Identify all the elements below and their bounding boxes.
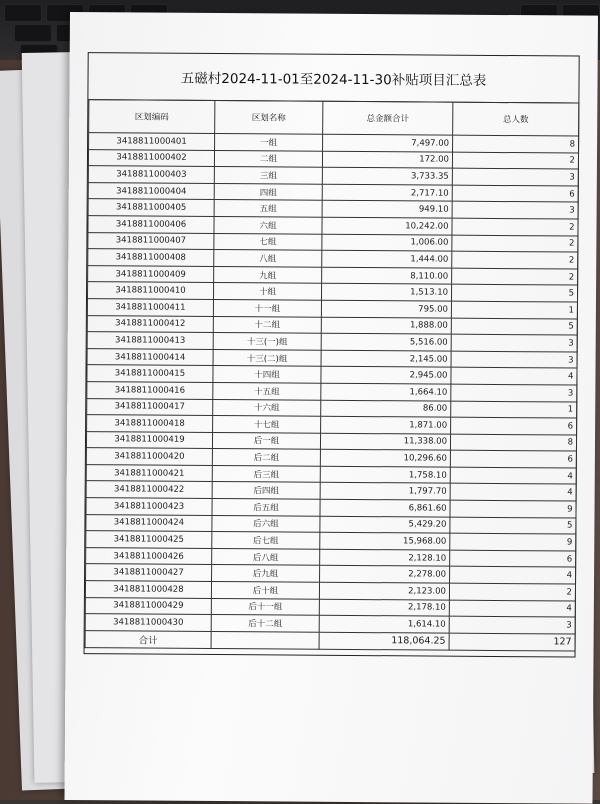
- row-name-cell: 后十二组: [211, 615, 319, 632]
- row-count-cell: 3: [451, 351, 577, 368]
- row-amount-cell: 1,664.10: [321, 383, 451, 401]
- row-amount-cell: 15,968.00: [320, 533, 450, 551]
- table-header-row: [89, 100, 579, 136]
- row-count-cell: 2: [452, 268, 578, 285]
- row-count-cell: 4: [450, 567, 576, 584]
- row-code-cell: 3418811000408: [88, 249, 214, 266]
- row-code-cell: 3418811000412: [87, 315, 213, 332]
- row-amount-cell: 7,497.00: [323, 134, 453, 152]
- row-count-cell: 1: [451, 301, 577, 318]
- row-count-cell: 6: [450, 450, 576, 467]
- row-name-cell: 后十一组: [211, 598, 319, 615]
- row-name-cell: 后六组: [212, 515, 320, 532]
- row-count-cell: 6: [451, 417, 577, 434]
- row-name-cell: 后二组: [212, 449, 320, 466]
- row-count-cell: 9: [450, 533, 576, 550]
- row-code-cell: 3418811000413: [87, 332, 213, 349]
- row-count-cell: 4: [449, 600, 575, 617]
- row-code-cell: 3418811000406: [88, 216, 214, 233]
- row-code-cell: 3418811000424: [86, 514, 212, 531]
- row-amount-cell: 11,338.00: [320, 433, 450, 451]
- row-name-cell: 二组: [214, 150, 322, 167]
- row-amount-cell: 795.00: [321, 300, 451, 318]
- row-count-cell: 6: [450, 550, 576, 567]
- summary-table-frame: [84, 52, 580, 657]
- row-amount-cell: 1,444.00: [322, 250, 452, 268]
- row-name-cell: 八组: [214, 250, 322, 267]
- row-amount-cell: 172.00: [322, 151, 452, 169]
- row-count-cell: 4: [451, 367, 577, 384]
- row-count-cell: 1: [451, 401, 577, 418]
- row-code-cell: 3418811000416: [87, 382, 213, 399]
- row-count-cell: 4: [450, 467, 576, 484]
- row-code-cell: 3418811000426: [86, 547, 212, 564]
- row-code-cell: 3418811000417: [87, 398, 213, 415]
- row-count-cell: 2: [449, 583, 575, 600]
- row-code-cell: 3418811000419: [86, 431, 212, 448]
- row-amount-cell: 1,797.70: [320, 483, 450, 501]
- row-code-cell: 3418811000425: [86, 531, 212, 548]
- row-name-cell: 十组: [213, 283, 321, 300]
- row-count-cell: 2: [452, 218, 578, 235]
- header-count: 总人数: [453, 102, 579, 136]
- row-amount-cell: 2,145.00: [321, 350, 451, 368]
- row-count-cell: 2: [452, 235, 578, 252]
- row-code-cell: 3418811000422: [86, 481, 212, 498]
- row-count-cell: 4: [450, 484, 576, 501]
- row-name-cell: 后五组: [212, 499, 320, 516]
- row-name-cell: 十二组: [213, 316, 321, 333]
- row-count-cell: 2: [452, 251, 578, 268]
- total-row: [85, 630, 575, 650]
- row-amount-cell: 8,110.00: [322, 267, 452, 285]
- row-code-cell: 3418811000428: [85, 581, 211, 598]
- row-name-cell: 十一组: [213, 299, 321, 316]
- row-name-cell: 十四组: [213, 366, 321, 383]
- row-name-cell: 后一组: [212, 432, 320, 449]
- row-code-cell: 3418811000427: [86, 564, 212, 581]
- row-name-cell: 后三组: [212, 465, 320, 482]
- row-code-cell: 3418811000429: [85, 597, 211, 614]
- row-amount-cell: 2,278.00: [320, 566, 450, 584]
- row-name-cell: 四组: [214, 183, 322, 200]
- row-code-cell: 3418811000410: [87, 282, 213, 299]
- row-count-cell: 3: [449, 616, 575, 633]
- row-amount-cell: 1,006.00: [322, 234, 452, 252]
- row-amount-cell: 6,861.60: [320, 499, 450, 517]
- row-name-cell: 十五组: [213, 382, 321, 399]
- row-name-cell: 后七组: [212, 532, 320, 549]
- row-amount-cell: 1,758.10: [320, 466, 450, 484]
- summary-table: [85, 99, 580, 651]
- row-code-cell: 3418811000411: [87, 299, 213, 316]
- table-body: [85, 133, 578, 634]
- row-code-cell: 3418811000414: [87, 348, 213, 365]
- header-amount: 总金额合计: [323, 101, 453, 135]
- row-count-cell: 5: [450, 517, 576, 534]
- document-page: [64, 12, 597, 804]
- row-count-cell: 9: [450, 500, 576, 517]
- row-amount-cell: 1,888.00: [321, 317, 451, 335]
- row-amount-cell: 2,945.00: [321, 367, 451, 385]
- row-amount-cell: 1,614.10: [319, 615, 449, 633]
- row-code-cell: 3418811000430: [85, 614, 211, 631]
- row-code-cell: 3418811000407: [88, 232, 214, 249]
- row-count-cell: 3: [452, 202, 578, 219]
- header-name: 区划名称: [215, 101, 323, 135]
- row-code-cell: 3418811000403: [88, 166, 214, 183]
- row-name-cell: 十三(二)组: [213, 349, 321, 366]
- row-amount-cell: 1,513.10: [321, 284, 451, 302]
- row-amount-cell: 2,123.00: [319, 582, 449, 600]
- row-amount-cell: 2,178.10: [319, 599, 449, 617]
- row-code-cell: 3418811000420: [86, 448, 212, 465]
- row-name-cell: 一组: [215, 134, 323, 151]
- row-count-cell: 8: [453, 135, 579, 152]
- row-amount-cell: 5,516.00: [321, 333, 451, 351]
- row-count-cell: 3: [452, 168, 578, 185]
- row-count-cell: 8: [450, 434, 576, 451]
- row-code-cell: 3418811000405: [88, 199, 214, 216]
- total-amount: 118,064.25: [319, 632, 449, 650]
- row-code-cell: 3418811000423: [86, 498, 212, 515]
- row-name-cell: 六组: [214, 216, 322, 233]
- row-name-cell: 九组: [214, 266, 322, 283]
- row-code-cell: 3418811000418: [87, 415, 213, 432]
- row-amount-cell: 3,733.35: [322, 167, 452, 185]
- row-amount-cell: 86.00: [321, 400, 451, 418]
- header-code: 区划编码: [89, 100, 215, 134]
- row-code-cell: 3418811000421: [86, 465, 212, 482]
- row-amount-cell: 5,429.20: [320, 516, 450, 534]
- row-amount-cell: 2,128.10: [320, 549, 450, 567]
- row-name-cell: 七组: [214, 233, 322, 250]
- row-count-cell: 3: [451, 334, 577, 351]
- row-amount-cell: 949.10: [322, 201, 452, 219]
- total-empty-cell: [211, 631, 319, 649]
- row-name-cell: 后十组: [211, 582, 319, 599]
- row-name-cell: 十六组: [213, 399, 321, 416]
- row-name-cell: 十七组: [213, 416, 321, 433]
- row-count-cell: 6: [452, 185, 578, 202]
- row-name-cell: 三组: [214, 167, 322, 184]
- row-code-cell: 3418811000404: [88, 182, 214, 199]
- row-amount-cell: 2,717.10: [322, 184, 452, 202]
- row-count-cell: 3: [451, 384, 577, 401]
- row-name-cell: 十三(一)组: [213, 333, 321, 350]
- row-code-cell: 3418811000401: [89, 133, 215, 150]
- row-code-cell: 3418811000402: [88, 149, 214, 166]
- table-title: 五磁村2024-11-01至2024-11-30补贴项目汇总表: [88, 53, 578, 103]
- total-count: 127: [449, 633, 575, 651]
- row-count-cell: 5: [451, 285, 577, 302]
- total-label: 合计: [85, 630, 211, 648]
- row-name-cell: 后九组: [212, 565, 320, 582]
- row-name-cell: 后四组: [212, 482, 320, 499]
- row-amount-cell: 10,242.00: [322, 217, 452, 235]
- row-code-cell: 3418811000409: [88, 265, 214, 282]
- row-amount-cell: 1,871.00: [321, 416, 451, 434]
- row-count-cell: 2: [452, 152, 578, 169]
- row-count-cell: 5: [451, 318, 577, 335]
- row-amount-cell: 10,296.60: [320, 450, 450, 468]
- row-code-cell: 3418811000415: [87, 365, 213, 382]
- row-name-cell: 五组: [214, 200, 322, 217]
- row-name-cell: 后八组: [212, 548, 320, 565]
